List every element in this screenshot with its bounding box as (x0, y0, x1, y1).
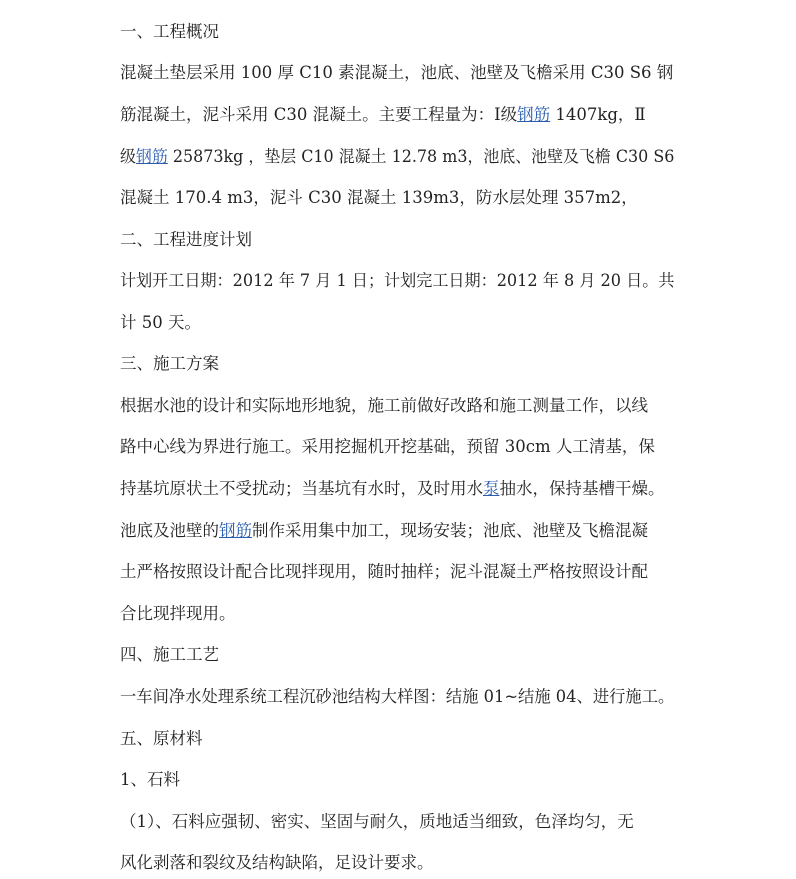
paragraph-line: 混凝土 170.4 m3，泥斗 C30 混凝土 139m3，防水层处理 357m2， (120, 188, 638, 207)
text-segment: 制作采用集中加工，现场安装；池底、池壁及飞檐混凝 (252, 521, 648, 540)
paragraph-line: 风化剥落和裂纹及结构缺陷，足设计要求。 (120, 853, 434, 872)
text-segment: 25873kg ，垫层 C10 混凝土 12.78 m3，池底、池壁及飞檐 C30 S6 (167, 147, 675, 166)
heading-construction-plan: 三、施工方案 (120, 354, 219, 373)
link-pump[interactable]: 泵 (483, 479, 500, 498)
heading-raw-materials: 五、原材料 (120, 729, 203, 748)
paragraph-line: 计 50 天。 (120, 313, 201, 332)
text-segment: 抽水，保持基槽干燥。 (499, 479, 665, 498)
text-segment: 筋混凝土，泥斗采用 C30 混凝土。主要工程量为：Ⅰ级 (120, 105, 518, 124)
heading-project-overview: 一、工程概况 (120, 22, 219, 41)
paragraph-line: （1）、石料应强韧、密实、坚固与耐久，质地适当细致，色泽均匀，无 (120, 812, 634, 831)
paragraph-line (120, 520, 648, 542)
paragraph-line: 一车间净水处理系统工程沉砂池结构大样图：结施 01~结施 04、进行施工。 (120, 687, 675, 706)
paragraph-line: 土严格按照设计配合比现拌现用，随时抽样；泥斗混凝土严格按照设计配 (120, 562, 648, 581)
paragraph-line (120, 104, 674, 126)
text-segment: 持基坑原状土不受扰动；当基坑有水时，及时用水 (120, 479, 483, 498)
paragraph-line (120, 62, 674, 84)
paragraph-line (120, 478, 665, 500)
text-segment: 池底及池壁的 (120, 521, 219, 540)
heading-schedule: 二、工程进度计划 (120, 230, 252, 249)
paragraph-line: 路中心线为界进行施工。采用挖掘机开挖基础，预留 30cm 人工清基，保 (120, 437, 655, 456)
link-rebar[interactable]: 钢筋 (517, 105, 551, 124)
paragraph-line: 合比现拌现用。 (120, 604, 236, 623)
text-segment: 级 (120, 147, 136, 166)
heading-construction-process: 四、施工工艺 (120, 645, 219, 664)
subheading-stone: 1、石料 (120, 770, 180, 789)
line-text (120, 146, 674, 168)
line-text (120, 104, 646, 126)
paragraph-line: 根据水池的设计和实际地形地貌，施工前做好改路和施工测量工作，以线 (120, 396, 648, 415)
link-rebar[interactable]: 钢筋 (135, 147, 168, 166)
paragraph-line: 计划开工日期：2012 年 7 月 1 日；计划完工日期：2012 年 8 月 20 日。共 (120, 271, 675, 290)
paragraph-line (120, 146, 674, 168)
text-segment: 1407kg，Ⅱ (550, 105, 646, 124)
link-rebar[interactable]: 钢筋 (219, 521, 252, 540)
justified-text: 混凝土垫层采用 100 厚 C10 素混凝土，池底、池壁及飞檐采用 C30 S6 钢 (120, 63, 674, 82)
